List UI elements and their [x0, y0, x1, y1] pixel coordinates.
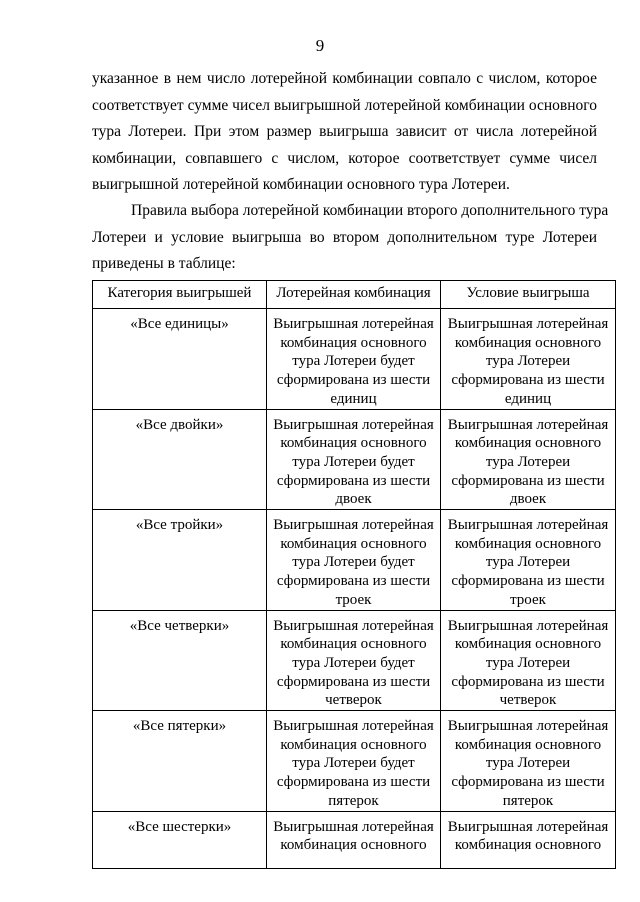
cell-text-line: сформирована из шести — [451, 673, 605, 690]
cell-text-line: сформирована из шести — [451, 774, 605, 791]
cell-text-line: четверок — [325, 692, 382, 709]
cell-text-line: Выигрышная лотерейная — [273, 316, 434, 332]
cell-category: «Все шестерки» — [93, 811, 267, 868]
paragraph-line: приведены в таблице: — [92, 255, 236, 272]
cell-text-line: комбинация основного — [454, 435, 602, 452]
cell-category: «Все тройки» — [93, 510, 267, 611]
cell-text-line: сформирована из шести — [276, 573, 431, 590]
table-row — [93, 309, 616, 410]
paragraph-winning-condition — [92, 66, 597, 199]
cell-text-line: комбинация основного — [454, 736, 602, 753]
cell-text-line: троек — [335, 591, 372, 608]
cell-text-line: Выигрышная лотерейная — [447, 416, 609, 433]
cell-text-line: сформирована из шести — [276, 673, 431, 690]
cell-combination — [267, 711, 441, 812]
cell-text-line: единиц — [504, 390, 552, 407]
cell-text-line: сформирована из шести — [451, 573, 605, 590]
cell-text-line: тура Лотереи будет — [292, 755, 415, 772]
cell-text-line: комбинация основного — [280, 435, 427, 452]
header-condition: Условие выигрыша — [441, 281, 616, 309]
cell-condition — [441, 711, 616, 812]
paragraph-line: выигрышной лотерейной комбинации основного тура Лотереи. — [92, 176, 510, 193]
paragraph-line: тура Лотереи. При этом размер выигрыша зависит от числа лотерейной — [92, 123, 597, 140]
cell-text-line: комбинация основного — [280, 636, 427, 653]
cell-condition — [441, 409, 616, 510]
cell-text-line: сформирована из шести — [451, 372, 605, 389]
paragraph-line: соответствует сумме чисел выигрышной лотерейной комбинации основного — [92, 96, 597, 114]
cell-text-line: тура Лотереи — [485, 755, 571, 772]
paragraph-table-intro — [92, 198, 609, 278]
cell-text-line: тура Лотереи — [485, 554, 571, 571]
table-header-row — [93, 281, 616, 309]
cell-text-line: пятерок — [328, 792, 379, 809]
cell-text-line: четверок — [499, 692, 557, 709]
cell-combination — [267, 610, 441, 711]
cell-condition — [441, 610, 616, 711]
cell-text-line: комбинация основного — [454, 334, 602, 351]
table-row — [93, 610, 616, 711]
header-combination: Лотерейная комбинация — [267, 281, 441, 309]
cell-combination — [267, 811, 441, 868]
paragraph-line: Правила выбора лотерейной комбинации второго дополнительного тура — [131, 202, 609, 219]
cell-text-line: Выигрышная лотерейная — [273, 718, 434, 735]
cell-text-line: Выигрышная лотерейная — [273, 617, 434, 634]
cell-text-line: пятерок — [502, 792, 554, 809]
table-row — [93, 711, 616, 812]
table-row — [93, 409, 616, 510]
cell-text-line: сформирована из шести — [276, 774, 431, 791]
cell-text-line: Выигрышная лотерейная — [447, 517, 609, 534]
cell-combination — [267, 510, 441, 611]
cell-text-line: сформирована из шести — [451, 472, 605, 489]
cell-text-line: комбинация основного — [280, 334, 427, 351]
cell-text-line: Выигрышная лотерейная — [273, 818, 434, 835]
cell-text-line: тура Лотереи — [485, 353, 571, 370]
paragraph-line: указанное в нем число лотерейной комбинации совпало с числом, которое — [92, 70, 597, 87]
cell-text-line: сформирована из шести — [276, 372, 431, 389]
cell-text-line: тура Лотереи будет — [292, 654, 415, 671]
cell-text-line: единиц — [330, 390, 377, 407]
cell-text-line: Выигрышная лотерейная — [447, 316, 609, 332]
cell-text-line: комбинация основного — [454, 837, 602, 854]
paragraph-line: Лотереи и условие выигрыша во втором дополнительном туре Лотереи — [92, 228, 597, 246]
cell-text-line: комбинация основного — [454, 535, 602, 552]
cell-text-line: двоек — [335, 491, 372, 508]
cell-text-line: троек — [510, 591, 546, 608]
cell-category: «Все двойки» — [93, 409, 267, 510]
cell-text-line: Выигрышная лотерейная — [447, 818, 609, 835]
cell-text-line: тура Лотереи будет — [292, 554, 415, 571]
cell-text-line: Выигрышная лотерейная — [447, 718, 609, 735]
cell-text-line: комбинация основного — [280, 736, 427, 753]
cell-text-line: тура Лотереи — [485, 654, 571, 671]
cell-text-line: тура Лотереи — [485, 453, 571, 470]
page-number: 9 — [315, 36, 325, 55]
cell-text-line: комбинация основного — [280, 535, 427, 552]
cell-text-line: сформирована из шести — [276, 472, 431, 489]
cell-condition — [441, 811, 616, 868]
cell-text-line: Выигрышная лотерейная — [273, 517, 434, 534]
cell-combination — [267, 309, 441, 410]
header-category: Категория выигрышей — [93, 281, 267, 309]
cell-condition — [441, 309, 616, 410]
cell-text-line: Выигрышная лотерейная — [447, 617, 609, 634]
cell-category: «Все пятерки» — [93, 711, 267, 812]
cell-category: «Все четверки» — [93, 610, 267, 711]
cell-text-line: двоек — [509, 491, 547, 508]
cell-text-line: тура Лотереи будет — [292, 353, 415, 370]
cell-text-line: комбинация основного — [280, 837, 427, 854]
cell-combination — [267, 409, 441, 510]
cell-text-line: комбинация основного — [454, 636, 602, 653]
paragraph-line: комбинации, совпавшего с числом, которое соответствует сумме чисел — [92, 149, 597, 167]
cell-text-line: тура Лотереи будет — [292, 453, 415, 470]
table-row — [93, 510, 616, 611]
table-row — [93, 811, 616, 868]
cell-text-line: Выигрышная лотерейная — [273, 416, 434, 433]
cell-category: «Все единицы» — [93, 309, 267, 410]
prize-table — [92, 280, 616, 869]
cell-condition — [441, 510, 616, 611]
